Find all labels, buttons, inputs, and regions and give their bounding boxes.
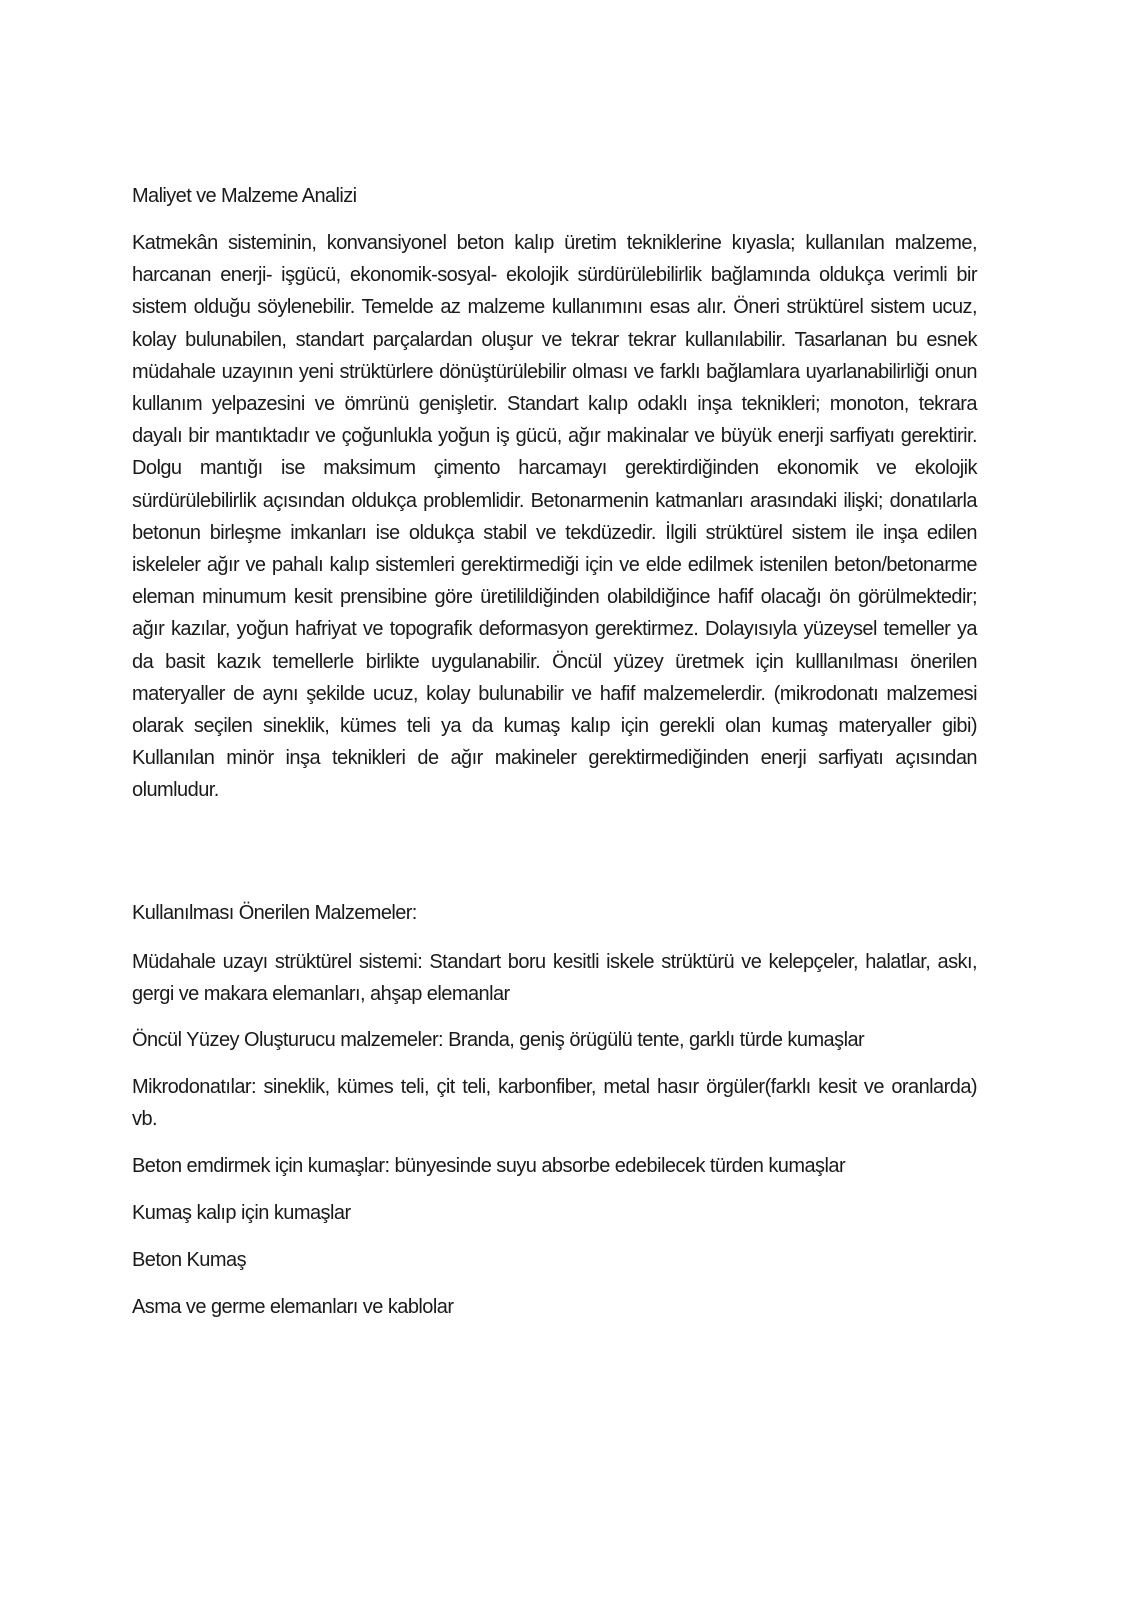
- cost-analysis-paragraph: Katmekân sisteminin, konvansiyonel beton kalıp üretim tekniklerine kıyasla; kullanılan malzeme, harcanan enerji- işgücü, ekonomik-sosyal- ekolojik sürdürülebilirlik bağlamında oldukça verimli bir sistem olduğu söylenebilir. Temelde az malzeme kullanımını esas alır. Öneri strüktürel sistem ucuz, kolay bulunabilen, standart parçalardan oluşur ve tekrar tekrar kullanılabilir. Tasarlanan bu esnek müdahale uzayının yeni strüktürlere dönüştürülebilir olması ve farklı bağlamlara uyarlanabilirliği onun kullanım yelpazesini ve ömrünü genişletir. Standart kalıp odaklı inşa teknikleri; monoton, tekrara dayalı bir mantıktadır ve çoğunlukla yoğun iş gücü, ağır makinalar ve büyük enerji sarfiyatı gerektirir. Dolgu mantığı ise maksimum çimento harcamayı gerektirdiğinden ekonomik ve ekolojik sürdürülebilirlik açısından oldukça problemlidir. Betonarmenin katmanları arasındaki ilişki; donatılarla betonun birleşme imkanları ise oldukça stabil ve tekdüzedir. İlgili strüktürel sistem ile inşa edilen iskeleler ağır ve pahalı kalıp sistemleri gerektirmediği için ve elde edilmek istenilen beton/betonarme eleman minumum kesit prensibine göre üretilildiğinden olabildiğince hafif olacağı ön görülmektedir; ağır kazılar, yoğun hafriyat ve topografik deformasyon gerektirmez. Dolayısıyla yüzeysel temeller ya da basit kazık temellerle birlikte uygulanabilir. Öncül yüzey üretmek için kulllanılması önerilen materyaller de aynı şekilde ucuz, kolay bulunabilir ve hafif malzemelerdir. (mikrodonatı malzemesi olarak seçilen sineklik, kümes teli ya da kumaş kalıp için gerekli olan kumaş materyaller gibi) Kullanılan minör inşa teknikleri de ağır makineler gerektirmediğinden enerji sarfiyatı açısından olumludur.: [132, 232, 977, 802]
- materials-list-item: Müdahale uzayı strüktürel sistemi: Standart boru kesitli iskele strüktürü ve kelepçeler, halatlar, askı, gergi ve makara elemanları, ahşap elemanlar: [132, 951, 977, 1005]
- materials-list-item: Öncül Yüzey Oluşturucu malzemeler: Branda, geniş örügülü tente, garklı türde kumaşlar: [132, 1029, 865, 1051]
- section-heading-cost-analysis: Maliyet ve Malzeme Analizi: [132, 185, 357, 207]
- materials-list-item: Beton emdirmek için kumaşlar: bünyesinde suyu absorbe edebilecek türden kumaşlar: [132, 1155, 846, 1177]
- materials-list-item: Mikrodonatılar: sineklik, kümes teli, çit teli, karbonfiber, metal hasır örgüler(farklı kesit ve oranlarda) vb.: [132, 1076, 977, 1130]
- materials-list-item: Kumaş kalıp için kumaşlar: [132, 1202, 351, 1224]
- materials-list-item: Beton Kumaş: [132, 1249, 247, 1271]
- section-heading-materials: Kullanılması Önerilen Malzemeler:: [132, 902, 417, 924]
- materials-list-item: Asma ve germe elemanları ve kablolar: [132, 1296, 454, 1318]
